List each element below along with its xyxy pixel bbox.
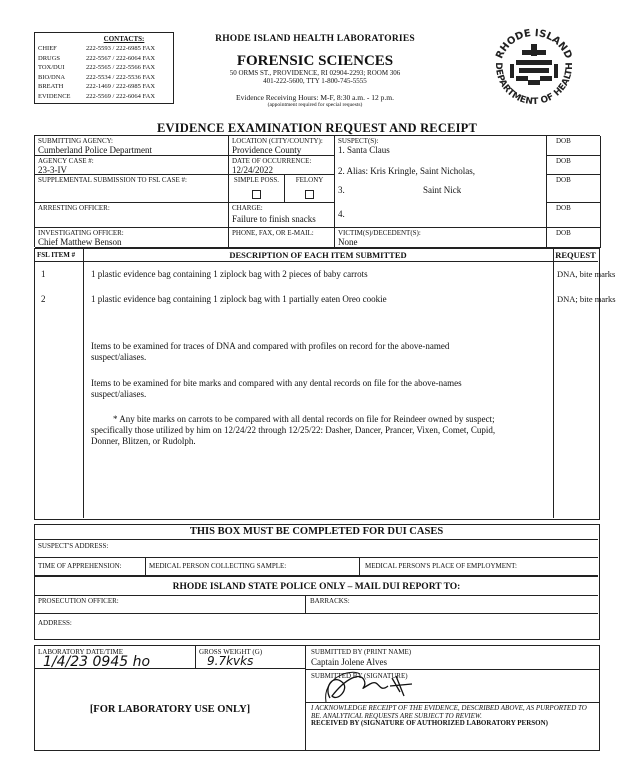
agency-case-value: 23-3-IV <box>38 165 67 175</box>
phone-label: PHONE, FAX, OR E-MAIL: <box>232 229 314 237</box>
felony-checkbox[interactable] <box>305 190 314 199</box>
dob-cell-4[interactable] <box>547 203 601 228</box>
contacts-title: CONTACTS: <box>103 35 145 43</box>
acknowledge-text: I ACKNOWLEDGE RECEIPT OF THE EVIDENCE, DESCRIBED ABOVE, AS PURPORTED TO BE. ANALYTICAL REQUESTS ARE SUBJECT TO REVIEW. <box>311 704 587 720</box>
item-2-description[interactable]: 1 plastic evidence bag containing 1 ziplock bag with 1 partially eaten Oreo cookie <box>91 294 387 304</box>
lab-vline-1 <box>195 646 196 668</box>
arresting-officer-label: ARRESTING OFFICER: <box>38 204 110 212</box>
svg-text:RHODE ISLAND: RHODE ISLAND <box>494 27 574 61</box>
submitting-agency-label: SUBMITTING AGENCY: <box>38 137 113 145</box>
dui-title: THIS BOX MUST BE COMPLETED FOR DUI CASES <box>189 526 444 537</box>
agency-case-label: AGENCY CASE #: <box>38 157 94 165</box>
contact-number: 222-5567 / 222-6064 FAX <box>86 54 156 62</box>
dob-cell-5[interactable] <box>547 228 601 248</box>
dob-label-5: DOB <box>556 229 571 237</box>
contact-row <box>38 73 170 83</box>
suspect-3: 3. <box>338 185 345 195</box>
suspect-address-label[interactable]: SUSPECT'S ADDRESS: <box>38 542 109 550</box>
dui-line-2 <box>35 557 598 558</box>
dob-label-1: DOB <box>556 137 571 145</box>
contact-row <box>38 54 170 64</box>
dui-line-5 <box>35 613 598 614</box>
submitting-agency-value: Cumberland Police Department <box>38 145 152 155</box>
form-title: EVIDENCE EXAMINATION REQUEST AND RECEIPT <box>156 121 478 135</box>
location-value: Providence County <box>232 145 302 155</box>
simple-poss-cell[interactable] <box>229 175 285 203</box>
location-cell[interactable] <box>229 136 335 156</box>
submitted-by-label: SUBMITTED BY (PRINT NAME) <box>311 648 412 656</box>
item-1-request[interactable]: DNA, bite marks <box>557 269 616 279</box>
dui-section <box>34 524 600 640</box>
contacts-box <box>34 32 174 104</box>
col-item-number: FSL ITEM # <box>37 251 76 259</box>
dob-label-4: DOB <box>556 204 571 212</box>
contacts-list <box>38 44 170 102</box>
occurrence-value: 12/24/2022 <box>232 165 274 175</box>
victims-cell[interactable] <box>335 228 547 248</box>
item-1-description[interactable]: 1 plastic evidence bag containing 1 ziplock bag with 2 pieces of baby carrots <box>91 269 368 279</box>
arresting-officer-cell[interactable] <box>35 203 229 228</box>
suspect-4: 4. <box>338 209 345 219</box>
lab-name: RHODE ISLAND HEALTH LABORATORIES <box>215 34 415 44</box>
items-header-row <box>35 249 598 262</box>
state-police-title: RHODE ISLAND STATE POLICE ONLY – MAIL DUI REPORT TO: <box>172 582 461 592</box>
col-request: REQUEST <box>555 250 596 260</box>
department-of-health-seal <box>486 20 582 116</box>
dui-address-label[interactable]: ADDRESS: <box>38 619 72 627</box>
occurrence-label: DATE OF OCCURRENCE: <box>232 157 312 165</box>
dob-label-2: DOB <box>556 157 571 165</box>
suspects-label: SUSPECT(S): <box>338 137 379 145</box>
contact-label: CHIEF <box>38 45 57 52</box>
dob-label-3: DOB <box>556 176 571 184</box>
lab-section <box>34 645 600 751</box>
apprehension-label[interactable]: TIME OF APPREHENSION: <box>38 562 122 570</box>
contact-number: 222-5593 / 222-6985 FAX <box>86 45 156 52</box>
charge-value: Failure to finish snacks <box>232 214 316 224</box>
investigating-officer-cell[interactable] <box>35 228 229 248</box>
contact-number: 222-5565 / 222-5566 FAX <box>86 64 156 72</box>
lab-address: 50 ORMS ST., PROVIDENCE, RI 02904-2293; ROOM 306 <box>229 69 401 77</box>
item-2-request[interactable]: DNA; bite marks <box>557 294 616 304</box>
contact-label: DRUGS <box>38 54 61 62</box>
contact-row <box>38 82 170 92</box>
felony-label: FELONY <box>295 176 324 184</box>
investigating-officer-label: INVESTIGATING OFFICER: <box>38 229 124 237</box>
prosecution-officer-label[interactable]: PROSECUTION OFFICER: <box>38 597 119 605</box>
victims-value: None <box>338 237 358 247</box>
contact-row <box>38 63 170 73</box>
item-2-number: 2 <box>41 294 46 304</box>
contact-label: TOX/DUI <box>38 64 65 72</box>
suspect-2: 2. Alias: Kris Kringle, Saint Nicholas, <box>338 166 475 176</box>
dob-cell-1[interactable] <box>547 136 601 156</box>
exam-note-reindeer: * Any bite marks on carrots to be compared with all dental records on file for Reindeer owned by suspect; specifically those utilized by him on 12/24/22 through 12/25/22: Dasher, Dancer, Prancer, Vixen, Comet, Cupid, Donner, Blitzen, or Rudolph. <box>91 414 496 446</box>
gross-weight-value[interactable]: 9.7kvks <box>207 654 254 668</box>
charge-label: CHARGE: <box>232 204 263 212</box>
simple-poss-checkbox[interactable] <box>252 190 261 199</box>
medical-person-label[interactable]: MEDICAL PERSON COLLECTING SAMPLE: <box>149 562 287 570</box>
charge-cell[interactable] <box>229 203 335 228</box>
lab-date-value[interactable]: 1/4/23 0945 ho <box>43 654 151 670</box>
occurrence-cell[interactable] <box>229 156 335 175</box>
contact-number: 222-1469 / 222-6985 FAX <box>86 83 156 91</box>
dept-name: FORENSIC SCIENCES <box>236 53 394 69</box>
suspect-3-alias: Saint Nick <box>423 185 462 195</box>
supplemental-label: SUPPLEMENTAL SUBMISSION TO FSL CASE #: <box>38 176 187 184</box>
exam-note-dna: Items to be examined for traces of DNA and compared with profiles on record for the above-named suspect/aliases. <box>91 341 450 362</box>
dui-vline-2 <box>359 557 360 575</box>
agency-case-cell[interactable] <box>35 156 229 175</box>
signature-label: SUBMITTED BY (SIGNATURE) <box>311 672 408 680</box>
col-description: DESCRIPTION OF EACH ITEM SUBMITTED <box>229 250 407 260</box>
supplemental-cell[interactable] <box>35 175 229 203</box>
exam-note-bite-marks: Items to be examined for bite marks and compared with any dental records on file for the above-names suspect/aliases. <box>91 378 462 399</box>
submitter-signature[interactable] <box>320 668 470 704</box>
dui-line-4 <box>35 595 598 596</box>
contact-number: 222-5534 / 222-5536 FAX <box>86 73 156 81</box>
received-by-label: RECEIVED BY (SIGNATURE OF AUTHORIZED LABORATORY PERSON) <box>311 719 549 727</box>
lab-header <box>180 34 450 109</box>
dui-vline-3 <box>305 595 306 613</box>
employment-label[interactable]: MEDICAL PERSON'S PLACE OF EMPLOYMENT: <box>365 562 517 570</box>
lab-date-label: LABORATORY DATE/TIME <box>38 648 123 656</box>
lab-vline-2 <box>305 646 306 750</box>
investigating-officer-value: Chief Matthew Benson <box>38 237 122 247</box>
suspects-cell[interactable] <box>335 136 547 228</box>
contact-number: 222-5569 / 222-6064 FAX <box>86 92 156 100</box>
dob-cell-3[interactable] <box>547 175 601 203</box>
items-section <box>34 248 616 520</box>
svg-text:DEPARTMENT OF HEALTH: DEPARTMENT OF HEALTH <box>492 62 576 108</box>
felony-cell[interactable] <box>285 175 335 203</box>
submitted-by-value[interactable]: Captain Jolene Alves <box>311 657 387 667</box>
contact-row <box>38 92 170 102</box>
contact-label: EVIDENCE <box>38 92 71 100</box>
dui-line-3 <box>35 575 598 577</box>
receiving-hours: Evidence Receiving Hours: M-F, 8:30 a.m. - 12 p.m. <box>236 93 394 102</box>
location-label: LOCATION (CITY/COUNTY): <box>232 137 323 145</box>
gross-weight-label: GROSS WEIGHT (G) <box>199 648 263 656</box>
lab-phone: 401-222-5600, TTY 1-800-745-5555 <box>263 77 367 85</box>
hours-note: (appointment required for special requests) <box>267 102 363 108</box>
lab-sig-line-2 <box>305 702 599 703</box>
item-col-divider <box>83 249 84 518</box>
request-col-divider <box>553 249 554 518</box>
lab-use-only: [FOR LABORATORY USE ONLY] <box>89 704 251 715</box>
agency-section <box>34 135 600 247</box>
item-1-number: 1 <box>41 269 46 279</box>
contact-row <box>38 44 170 54</box>
dui-vline-1 <box>145 557 146 575</box>
suspect-1: 1. Santa Claus <box>338 145 390 155</box>
dui-line-1 <box>35 539 598 540</box>
submitting-agency-cell[interactable] <box>35 136 229 156</box>
dob-cell-2[interactable] <box>547 156 601 175</box>
barracks-label[interactable]: BARRACKS: <box>310 597 350 605</box>
simple-poss-label: SIMPLE POSS. <box>233 176 280 184</box>
victims-label: VICTIM(S)/DECEDENT(S): <box>338 229 421 237</box>
phone-cell[interactable] <box>229 228 335 248</box>
contact-label: BIO/DNA <box>38 73 66 81</box>
contact-label: BREATH <box>38 83 64 91</box>
